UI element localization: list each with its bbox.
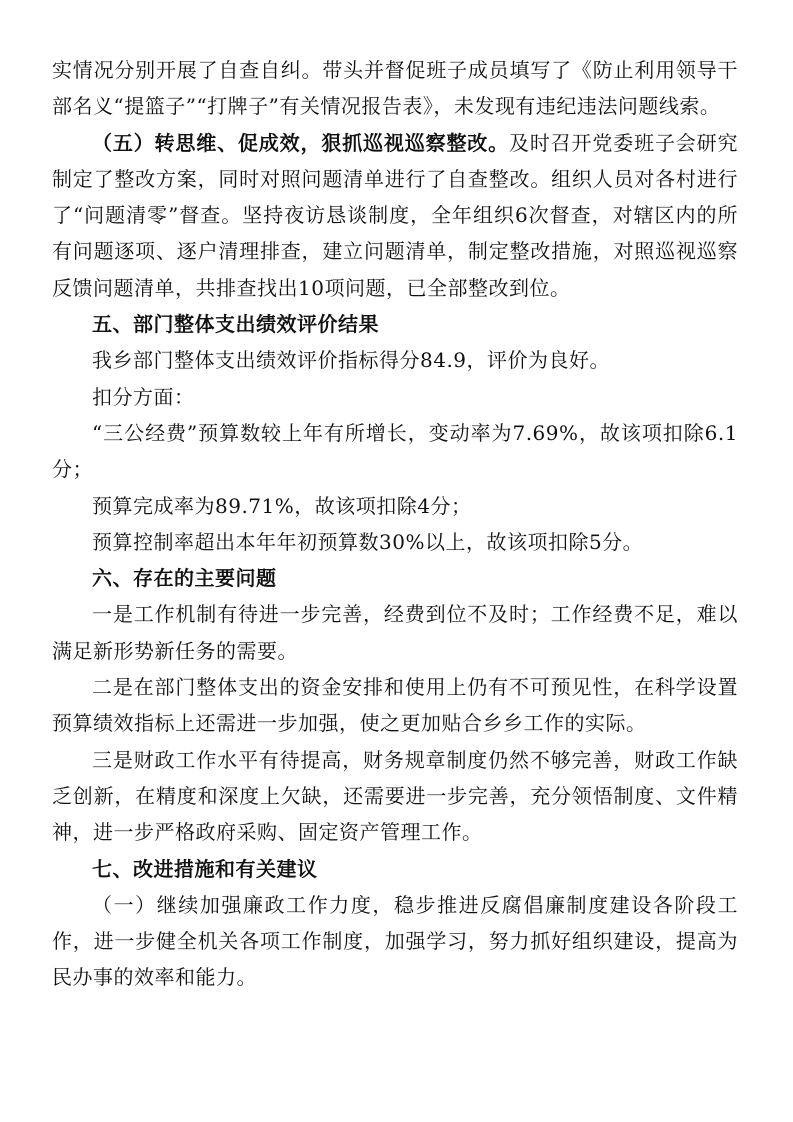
paragraph-deduction-control-rate: 预算控制率超出本年年初预算数30%以上，故该项扣除5分。 (92, 529, 644, 554)
paragraph-inspection-rectification-body: 及时召开党委班子会研究制定了整改方案，同时对照问题清单进行了自查整改。组织人员对各村进行了“问题清零”督查。坚持夜访恳谈制度，全年组织6次督查，对辖区内的所有问题逐项、逐户清理排查，建立问题清单，制定整改措施，对照巡视巡察反馈问题清单，共排查找出10项问题，已全部整改到位。 (52, 130, 739, 300)
paragraph-deduction-completion-rate: 预算完成率为89.71%，故该项扣除4分； (92, 493, 472, 518)
subheading-inspection-rectification: （五）转思维、促成效，狠抓巡视巡察整改。 (92, 130, 509, 155)
paragraph-deduction-three-public: “三公经费”预算数较上年有所增长，变动率为7.69%，故该项扣除6.1分； (52, 420, 738, 482)
paragraph-performance-score: 我乡部门整体支出绩效评价指标得分84.9，评价为良好。 (92, 348, 611, 373)
paragraph-improvement-one: （一）继续加强廉政工作力度，稳步推进反腐倡廉制度建设各阶段工作，进一步健全机关各项工作制度，加强学习，努力抓好组织建设，提高为民办事的效率和能力。 (52, 892, 738, 990)
paragraph-problem-three: 三是财政工作水平有待提高，财务规章制度仍然不够完善，财政工作缺乏创新，在精度和深度上欠缺，还需要进一步完善，充分领悟制度、文件精神，进一步严格政府采购、固定资产管理工作。 (52, 747, 738, 845)
section-heading-main-problems: 六、存在的主要问题 (92, 566, 277, 591)
paragraph-problem-one: 一是工作机制有待进一步完善，经费到位不及时；工作经费不足，难以满足新形势新任务的需要。 (52, 602, 738, 663)
section-heading-performance-results: 五、部门整体支出绩效评价结果 (92, 312, 379, 337)
paragraph-problem-two: 二是在部门整体支出的资金安排和使用上仍有不可预见性，在科学设置预算绩效指标上还需进一步加强，使之更加贴合乡乡工作的实际。 (52, 675, 738, 736)
paragraph-deductions-intro: 扣分方面： (92, 384, 195, 409)
section-heading-improvements: 七、改进措施和有关建议 (92, 856, 318, 881)
paragraph-self-inspection: 实情况分别开展了自查自纠。带头并督促班子成员填写了《防止利用领导干部名义“提篮子”“打牌子”有关情况报告表》，未发现有违纪违法问题线索。 (52, 58, 738, 119)
document-page (52, 52, 738, 996)
paragraph-inspection-rectification (52, 125, 738, 306)
